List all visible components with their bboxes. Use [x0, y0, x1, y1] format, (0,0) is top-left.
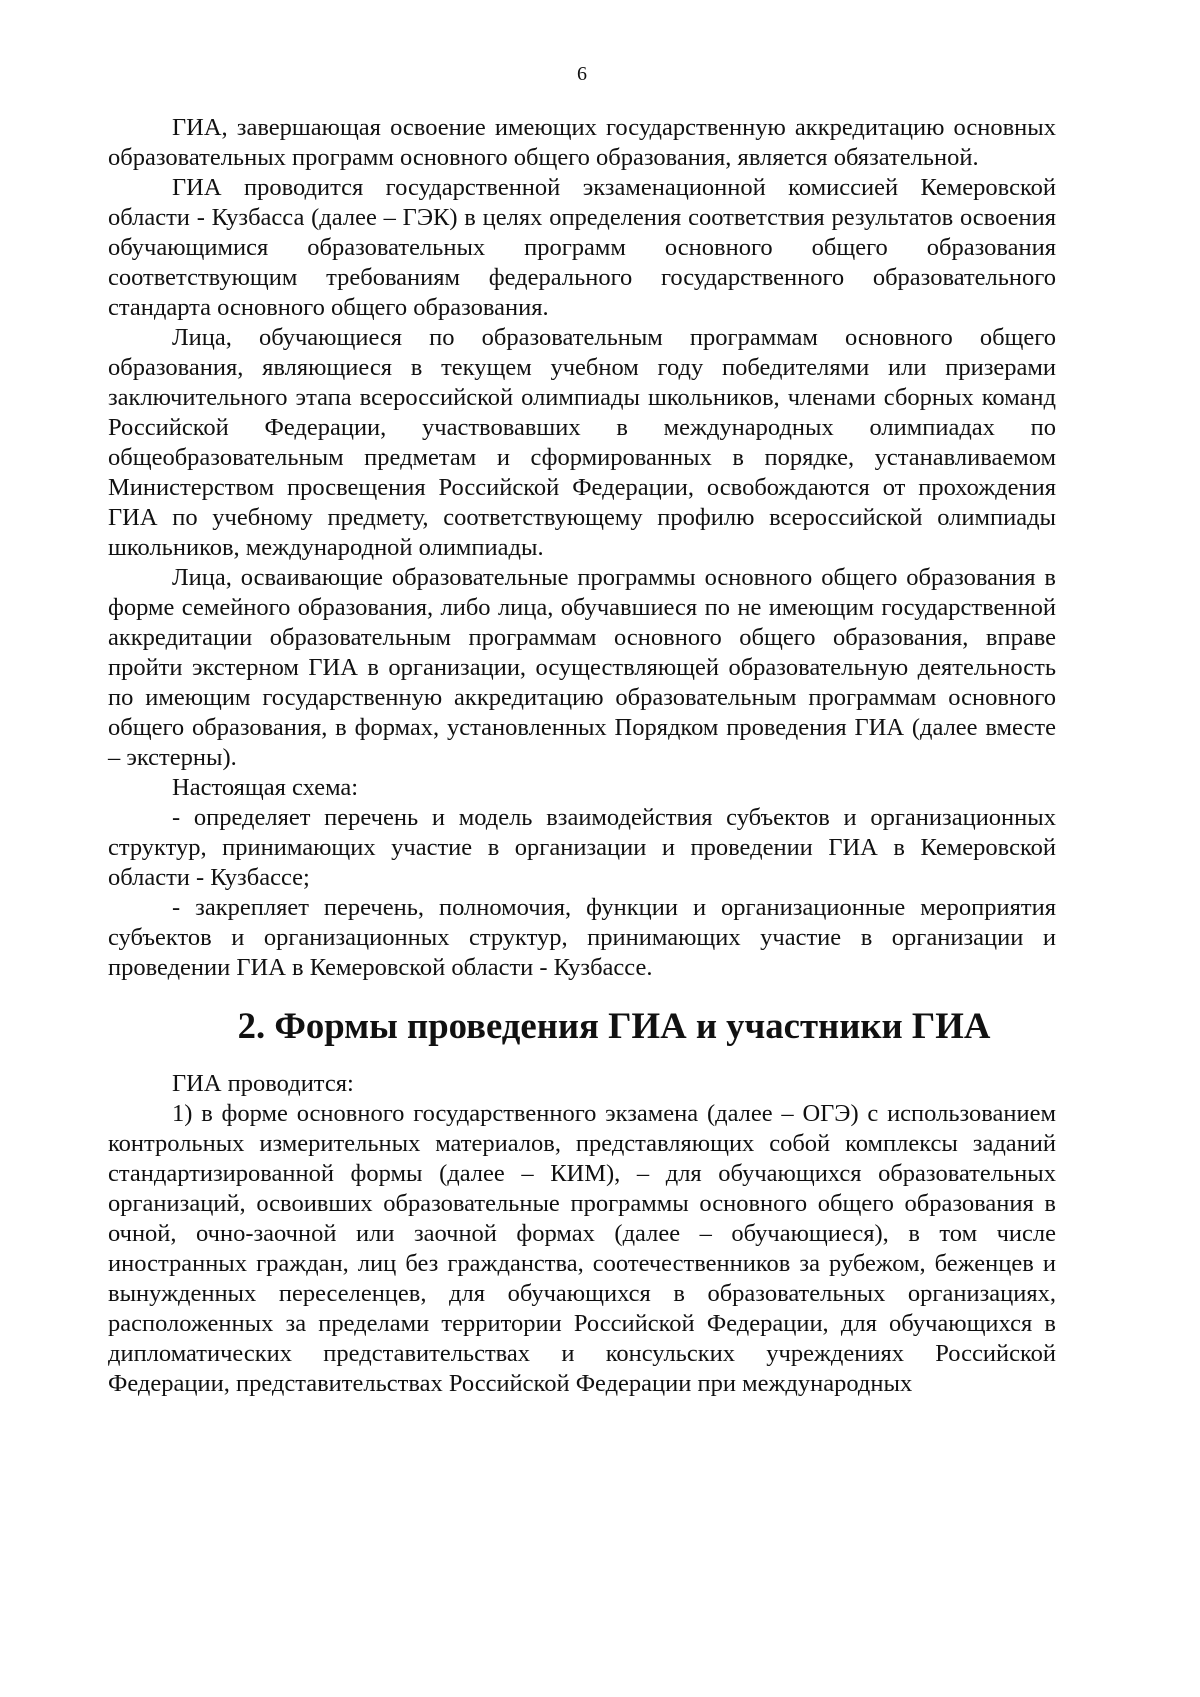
page-number: 6 — [577, 63, 587, 85]
list-item-oge-form: 1) в форме основного государственного экзамена (далее – ОГЭ) с использованием контрольных измерительных материалов, представляющих собой комплексы заданий стандартизированной формы (далее – КИМ), – для обучающихся образовательных организаций, освоивших образовательные программы основного общего образования в очной, очно-заочной или заочной формах (далее – обучающиеся), в том числе иностранных граждан, лиц без гражданства, соотечественников за рубежом, беженцев и вынужденных переселенцев, для обучающихся в образовательных организациях, расположенных за пределами территории Российской Федерации, для обучающихся в дипломатических представительствах и консульских учреждениях Российской Федерации, представительствах Российской Федерации при международных — [108, 1100, 1056, 1397]
list-item-scheme-fixes: - закрепляет перечень, полномочия, функции и организационные мероприятия субъектов и организационных структур, принимающих участие в организации и проведении ГИА в Кемеровской области - Кузбассе. — [108, 894, 1056, 981]
paragraph-olympiad-exemption: Лица, обучающиеся по образовательным программам основного общего образования, являющиеся в текущем учебном году победителями или призерами заключительного этапа всероссийской олимпиады школьников, членами сборных команд Российской Федерации, участвовавших в международных олимпиадах по общеобразовательным предметам и сформированных в порядке, устанавливаемом Министерством просвещения Российской Федерации, освобождаются от прохождения ГИА по учебному предмету, соответствующему профилю всероссийской олимпиады школьников, международной олимпиады. — [108, 324, 1056, 561]
paragraph-external-students: Лица, осваивающие образовательные программы основного общего образования в форме семейного образования, либо лица, обучавшиеся по не имеющим государственной аккредитации образовательным программам основного общего образования, вправе пройти экстерном ГИА в организации, осуществляющей образовательную деятельность по имеющим государственную аккредитацию образовательным программам основного общего образования, в формах, установленных Порядком проведения ГИА (далее вместе – экстерны). — [108, 564, 1056, 771]
section-heading: 2. Формы проведения ГИА и участники ГИА — [237, 1005, 991, 1046]
paragraph-gia-commission: ГИА проводится государственной экзаменационной комиссией Кемеровской области - Кузбасса (далее – ГЭК) в целях определения соответствия результатов освоения обучающимися образовательных программ основного общего образования соответствующим требованиям федерального государственного образовательного стандарта основного общего образования. — [108, 174, 1056, 321]
paragraph-scheme-intro: Настоящая схема: — [172, 774, 359, 801]
document-page — [108, 62, 1056, 1399]
paragraph-gia-mandatory: ГИА, завершающая освоение имеющих государственную аккредитацию основных образовательных программ основного общего образования, является обязательной. — [108, 114, 1056, 171]
list-item-scheme-defines: - определяет перечень и модель взаимодействия субъектов и организационных структур, принимающих участие в организации и проведении ГИА в Кемеровской области - Кузбассе; — [108, 804, 1056, 891]
paragraph-gia-conducted: ГИА проводится: — [172, 1070, 354, 1097]
